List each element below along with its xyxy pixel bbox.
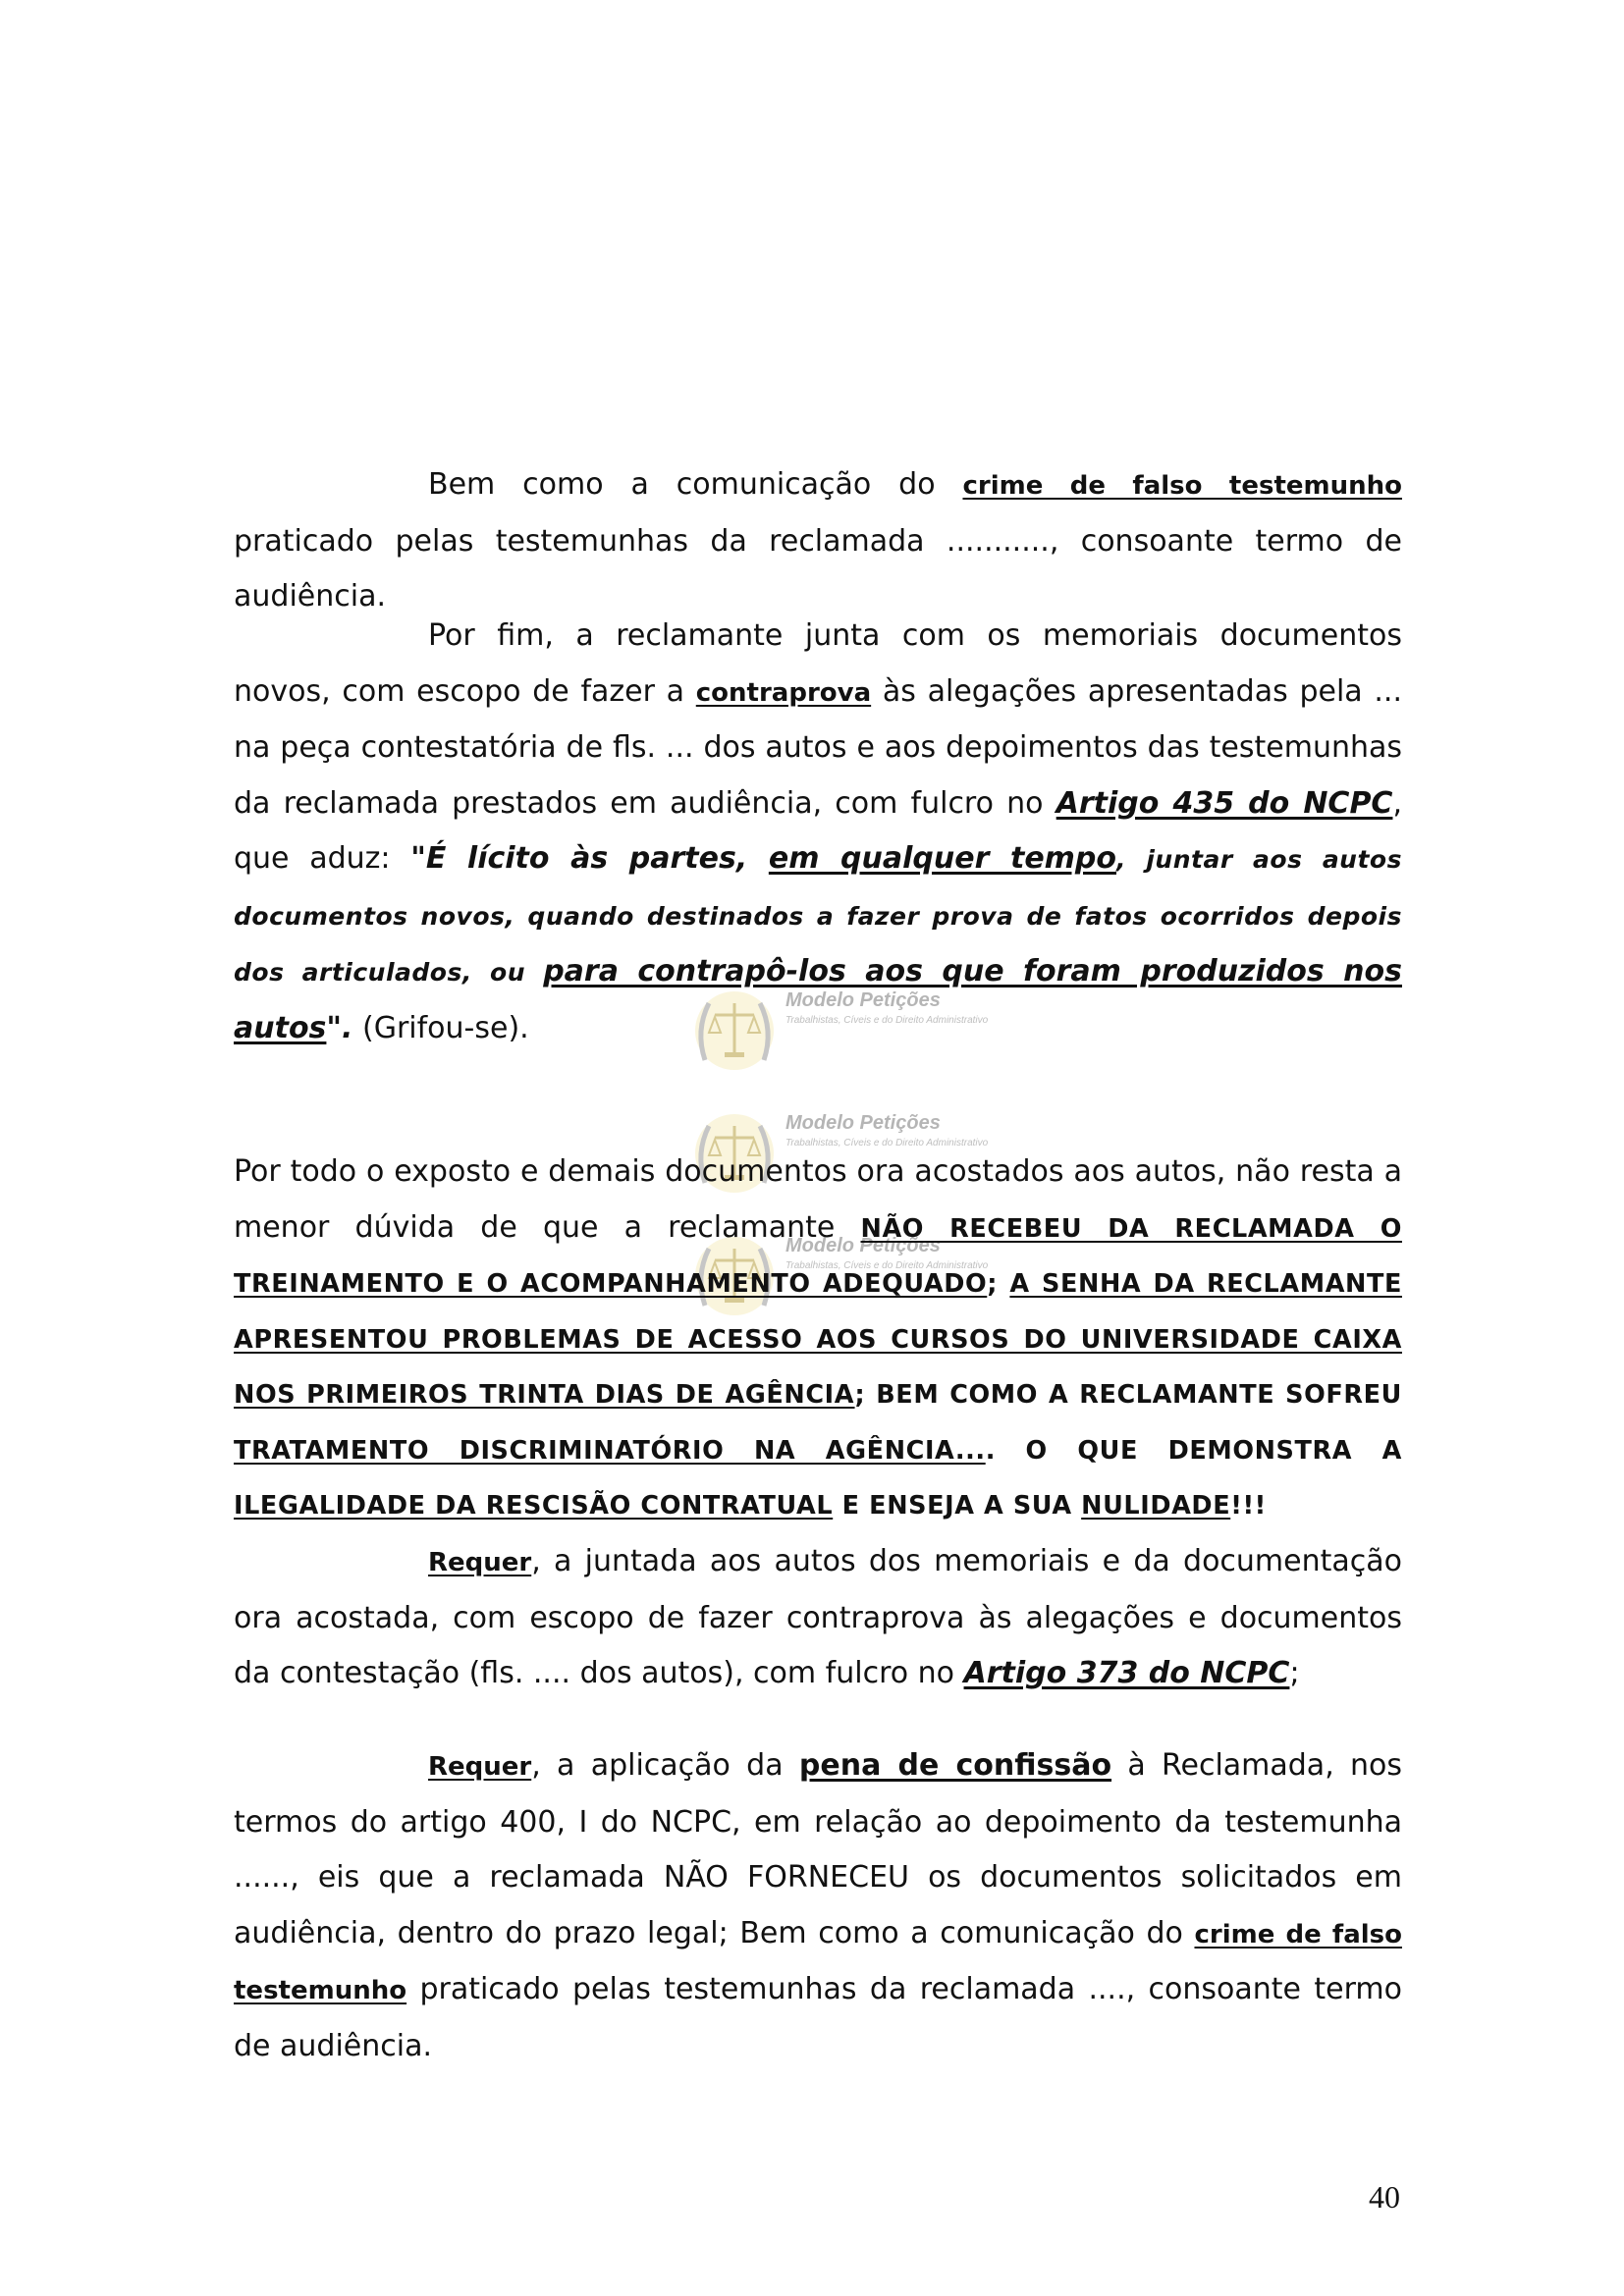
text: !!! [1230,1491,1267,1521]
watermark-logo [687,982,989,1080]
text: praticado pelas testemunhas da reclamada ...., consoante termo de audiência. [234,1972,1402,2063]
quote-close: ". [326,1010,353,1045]
emphasis-pena-de-confissao: pena de confissão [798,1748,1112,1783]
paragraph-false-testimony [234,457,1402,625]
emphasis-crime-falso-testemunho: crime de falso testemunho [234,1919,1402,2005]
text: Por todo o exposto e demais documentos ora acostados aos autos, não resta a menor dúvida de que a reclamante [234,1154,1402,1245]
emphasis-requer: Requer [428,1752,532,1782]
watermark-subtitle: Trabalhistas, Cíveis e do Direito Administrativo [785,1138,989,1148]
quote-emphasis: em qualquer tempo [768,841,1117,876]
text: à Reclamada, nos termos do artigo 400, I do NCPC, em relação ao depoimento da testemunha ......, eis que a reclamada NÃO FORNECEU os documentos solicitados em audiência, dentro do prazo legal; Bem como a comunicação do [234,1748,1403,1950]
quote-body: , juntar aos autos documentos novos, quando destinados a fazer prova de fatos ocorridos depois dos articulados, ou [234,845,1402,987]
text: às alegações apresentadas pela ... na peça contestatória de fls. ... dos autos e aos depoimentos das testemunhas da reclamada prestados em audiência, com fulcro no [234,673,1402,821]
emphasis-crime-falso-testemunho: crime de falso testemunho [962,471,1402,501]
emphasis-requer: Requer [428,1548,532,1577]
text: E ENSEJA A SUA [833,1491,1082,1521]
text: praticado pelas testemunhas da reclamada ..........., consoante termo de audiência. [234,523,1402,614]
watermark-subtitle: Trabalhistas, Cíveis e do Direito Administrativo [785,1260,989,1271]
watermark-subtitle: Trabalhistas, Cíveis e do Direito Administrativo [785,1015,989,1026]
paragraph-request-confession [234,1738,1402,2074]
paragraph-conclusion [234,1145,1402,1533]
text: ; [1289,1656,1300,1690]
quote-start: "É lícito às partes, [410,841,769,876]
emphasis-nulidade: NULIDADE [1081,1491,1231,1521]
emphasis-artigo-435: Artigo 435 do NCPC [1056,785,1393,821]
text: Bem como a comunicação do [428,467,963,502]
text: Por fim, a reclamante junta com os memoriais documentos novos, com escopo de fazer a [234,618,1402,709]
page-number: 40 [1369,2179,1400,2215]
text: . O QUE DEMONSTRA A [985,1435,1402,1466]
emphasis-tratamento: TRATAMENTO DISCRIMINATÓRIO NA AGÊNCIA... [234,1435,986,1466]
emphasis-senha: A SENHA DA RECLAMANTE APRESENTOU PROBLEMAS DE ACESSO AOS CURSOS DO UNIVERSIDADE CAIXA NOS PRIMEIROS TRINTA DIAS DE AGÊNCIA [234,1269,1402,1410]
scales-of-justice-icon [687,982,782,1080]
emphasis-contraprova: contraprova [695,677,872,708]
text: (Grifou-se). [352,1010,529,1045]
text: , a aplicação da [531,1748,799,1783]
emphasis-artigo-373: Artigo 373 do NCPC [963,1656,1290,1690]
watermark-title: Modelo Petições [785,1112,941,1134]
watermark-title: Modelo Petições [785,989,941,1011]
emphasis-ilegalidade: ILEGALIDADE DA RESCISÃO CONTRATUAL [234,1491,834,1521]
emphasis-treinamento: NÃO RECEBEU DA RECLAMADA O TREINAMENTO E O ACOMPANHAMENTO ADEQUADO [234,1213,1402,1299]
text: ; [987,1269,1010,1299]
quote-emphasis-end: para contrapô-los aos que foram produzidos nos autos [234,954,1402,1045]
text: ; BEM COMO A RECLAMANTE SOFREU [854,1380,1402,1410]
watermark-title: Modelo Petições [785,1235,941,1256]
text: , que aduz: [234,785,1403,876]
paragraph-request-attachment [234,1534,1402,1702]
text: , a juntada aos autos dos memoriais e da documentação ora acostada, com escopo de fazer contraprova às alegações e documentos da contestação (fls. .... dos autos), com fulcro no [234,1544,1402,1690]
